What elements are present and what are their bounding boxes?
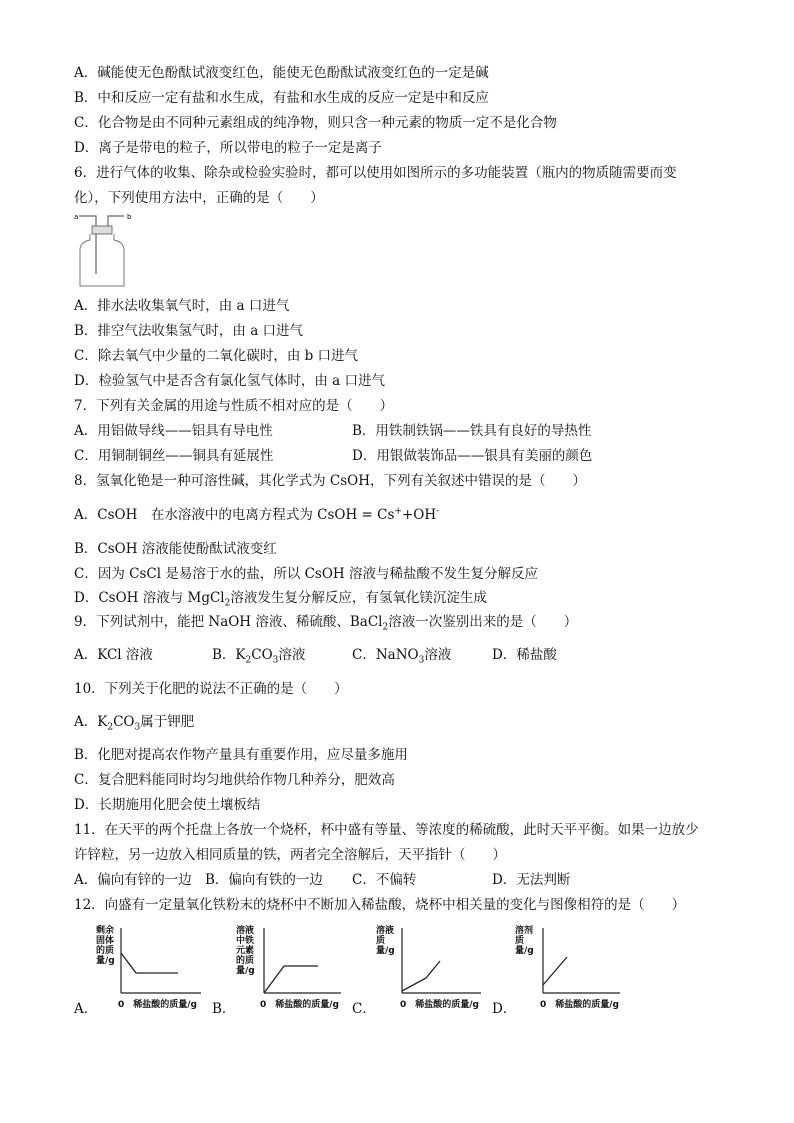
q10-option-d: D．长期施用化肥会使土壤板结 xyxy=(74,797,261,813)
graph-a-ylabel: 剩余固体的质量/g xyxy=(96,926,115,966)
bottle-body xyxy=(80,234,124,286)
q6-option-d: D．检验氢气中是否含有氯化氢气体时，由 a 口进气 xyxy=(74,373,385,389)
option-b-q5: B．中和反应一定有盐和水生成，有盐和水生成的反应一定是中和反应 xyxy=(74,90,489,106)
q6-option-a: A．排水法收集氧气时，由 a 口进气 xyxy=(74,298,290,314)
question-7-stem: 7．下列有关金属的用途与性质不相对应的是（ ） xyxy=(74,398,394,414)
q7-option-b: B．用铁制铁锅——铁具有良好的导热性 xyxy=(352,423,592,439)
q9-option-c: C．NaNO$_3$溶液 xyxy=(352,647,452,666)
q9-option-d: D．稀盐酸 xyxy=(492,647,557,663)
graph-c-xlabel: 0 稀盐酸的质量/g xyxy=(400,1000,479,1010)
q11-option-b: B．偏向有铁的一边 xyxy=(205,872,323,888)
q10-option-b: B．化肥对提高农作物产量具有重要作用，应尽量多施用 xyxy=(74,747,408,763)
graph-d xyxy=(515,923,625,1003)
graph-a xyxy=(96,923,206,1003)
q11-option-c: C．不偏转 xyxy=(352,872,417,888)
option-c-q5: C．化合物是由不同种元素组成的纯净物，则只含一种元素的物质一定不是化合物 xyxy=(74,115,557,131)
graph-b-xlabel: 0 稀盐酸的质量/g xyxy=(260,1000,339,1010)
graph-c xyxy=(376,923,486,1003)
gas-bottle-apparatus xyxy=(74,212,134,288)
question-11-stem: 11．在天平的两个托盘上各放一个烧杯，杯中盛有等量、等浓度的稀硫酸，此时天平平衡。如果一边放少 xyxy=(74,822,699,838)
graph-d-letter: D． xyxy=(492,1001,517,1017)
question-6-stem-cont: 化），下列使用方法中，正确的是（ ） xyxy=(74,190,324,206)
question-11-stem-cont: 许锌粒，另一边放入相同质量的铁，两者完全溶解后，天平指针（ ） xyxy=(74,847,506,863)
graph-b xyxy=(236,923,346,1003)
q8-option-a: A．CsOH 在水溶液中的电离方程式为 CsOH = Cs++OH- xyxy=(74,506,440,523)
option-d-q5: D．离子是带电的粒子，所以带电的粒子一定是离子 xyxy=(74,140,382,156)
q9-option-a: A．KCl 溶液 xyxy=(74,647,153,663)
question-9-stem: 9．下列试剂中，能把 NaOH 溶液、稀硫酸、BaCl$_2$溶液一次鉴别出来的是（ ） xyxy=(74,614,578,633)
graph-a-xlabel: 0 稀盐酸的质量/g xyxy=(118,1000,197,1010)
question-12-stem: 12．向盛有一定量氧化铁粉末的烧杯中不断加入稀盐酸，烧杯中相关量的变化与图像相符的是（ ） xyxy=(74,897,686,913)
q9-option-b: B．$K_2CO_3$溶液 xyxy=(212,647,306,666)
question-8-stem: 8．氢氧化铯是一种可溶性碱，其化学式为 CsOH，下列有关叙述中错误的是（ ） xyxy=(74,473,586,489)
graph-b-curve xyxy=(264,966,318,993)
graph-d-ylabel: 溶剂质量/g xyxy=(515,926,534,956)
q8-option-b: B．CsOH 溶液能使酚酞试液变红 xyxy=(74,541,277,557)
q11-option-a: A．偏向有锌的一边 xyxy=(74,872,192,888)
graph-a-letter: A． xyxy=(74,1001,98,1017)
question-10-stem: 10．下列关于化肥的说法不正确的是（ ） xyxy=(74,681,348,697)
q10-option-a: A．$K_2CO_3$属于钾肥 xyxy=(74,714,195,733)
graph-d-xlabel: 0 稀盐酸的质量/g xyxy=(540,1000,619,1010)
stopper xyxy=(92,226,112,234)
graph-d-curve xyxy=(543,957,567,985)
q7-option-c: C．用铜制铜丝——铜具有延展性 xyxy=(74,448,274,464)
port-a-label: a xyxy=(74,213,79,221)
q8-option-d: D．CsOH 溶液与 MgCl$_2$溶液发生复分解反应，有氢氧化镁沉淀生成 xyxy=(74,590,487,609)
q6-option-c: C．除去氧气中少量的二氧化碳时，由 b 口进气 xyxy=(74,348,359,364)
q10-option-c: C．复合肥料能同时均匀地供给作物几种养分，肥效高 xyxy=(74,772,395,788)
question-6-stem: 6．进行气体的收集、除杂或检验实验时，都可以使用如图所示的多功能装置（瓶内的物质随需要而变 xyxy=(74,165,677,181)
q11-option-d: D．无法判断 xyxy=(492,872,571,888)
graph-c-ylabel: 溶液质量/g xyxy=(376,926,395,956)
q7-option-a: A．用铝做导线——铝具有导电性 xyxy=(74,423,273,439)
graph-b-ylabel: 溶液中铁元素的质量/g xyxy=(236,926,255,976)
graph-c-curve xyxy=(402,961,440,991)
q6-option-b: B．排空气法收集氢气时，由 a 口进气 xyxy=(74,323,304,339)
option-a-q5: A．碱能使无色酚酞试液变红色，能使无色酚酞试液变红色的一定是碱 xyxy=(74,65,489,81)
graph-b-letter: B． xyxy=(212,1001,236,1017)
graph-a-curve xyxy=(121,953,178,973)
q7-option-d: D．用银做装饰品——银具有美丽的颜色 xyxy=(352,448,593,464)
q8-option-c: C．因为 CsCl 是易溶于水的盐，所以 CsOH 溶液与稀盐酸不发生复分解反应 xyxy=(74,566,538,582)
port-b-label: b xyxy=(127,213,132,221)
graph-c-letter: C． xyxy=(352,1001,376,1017)
